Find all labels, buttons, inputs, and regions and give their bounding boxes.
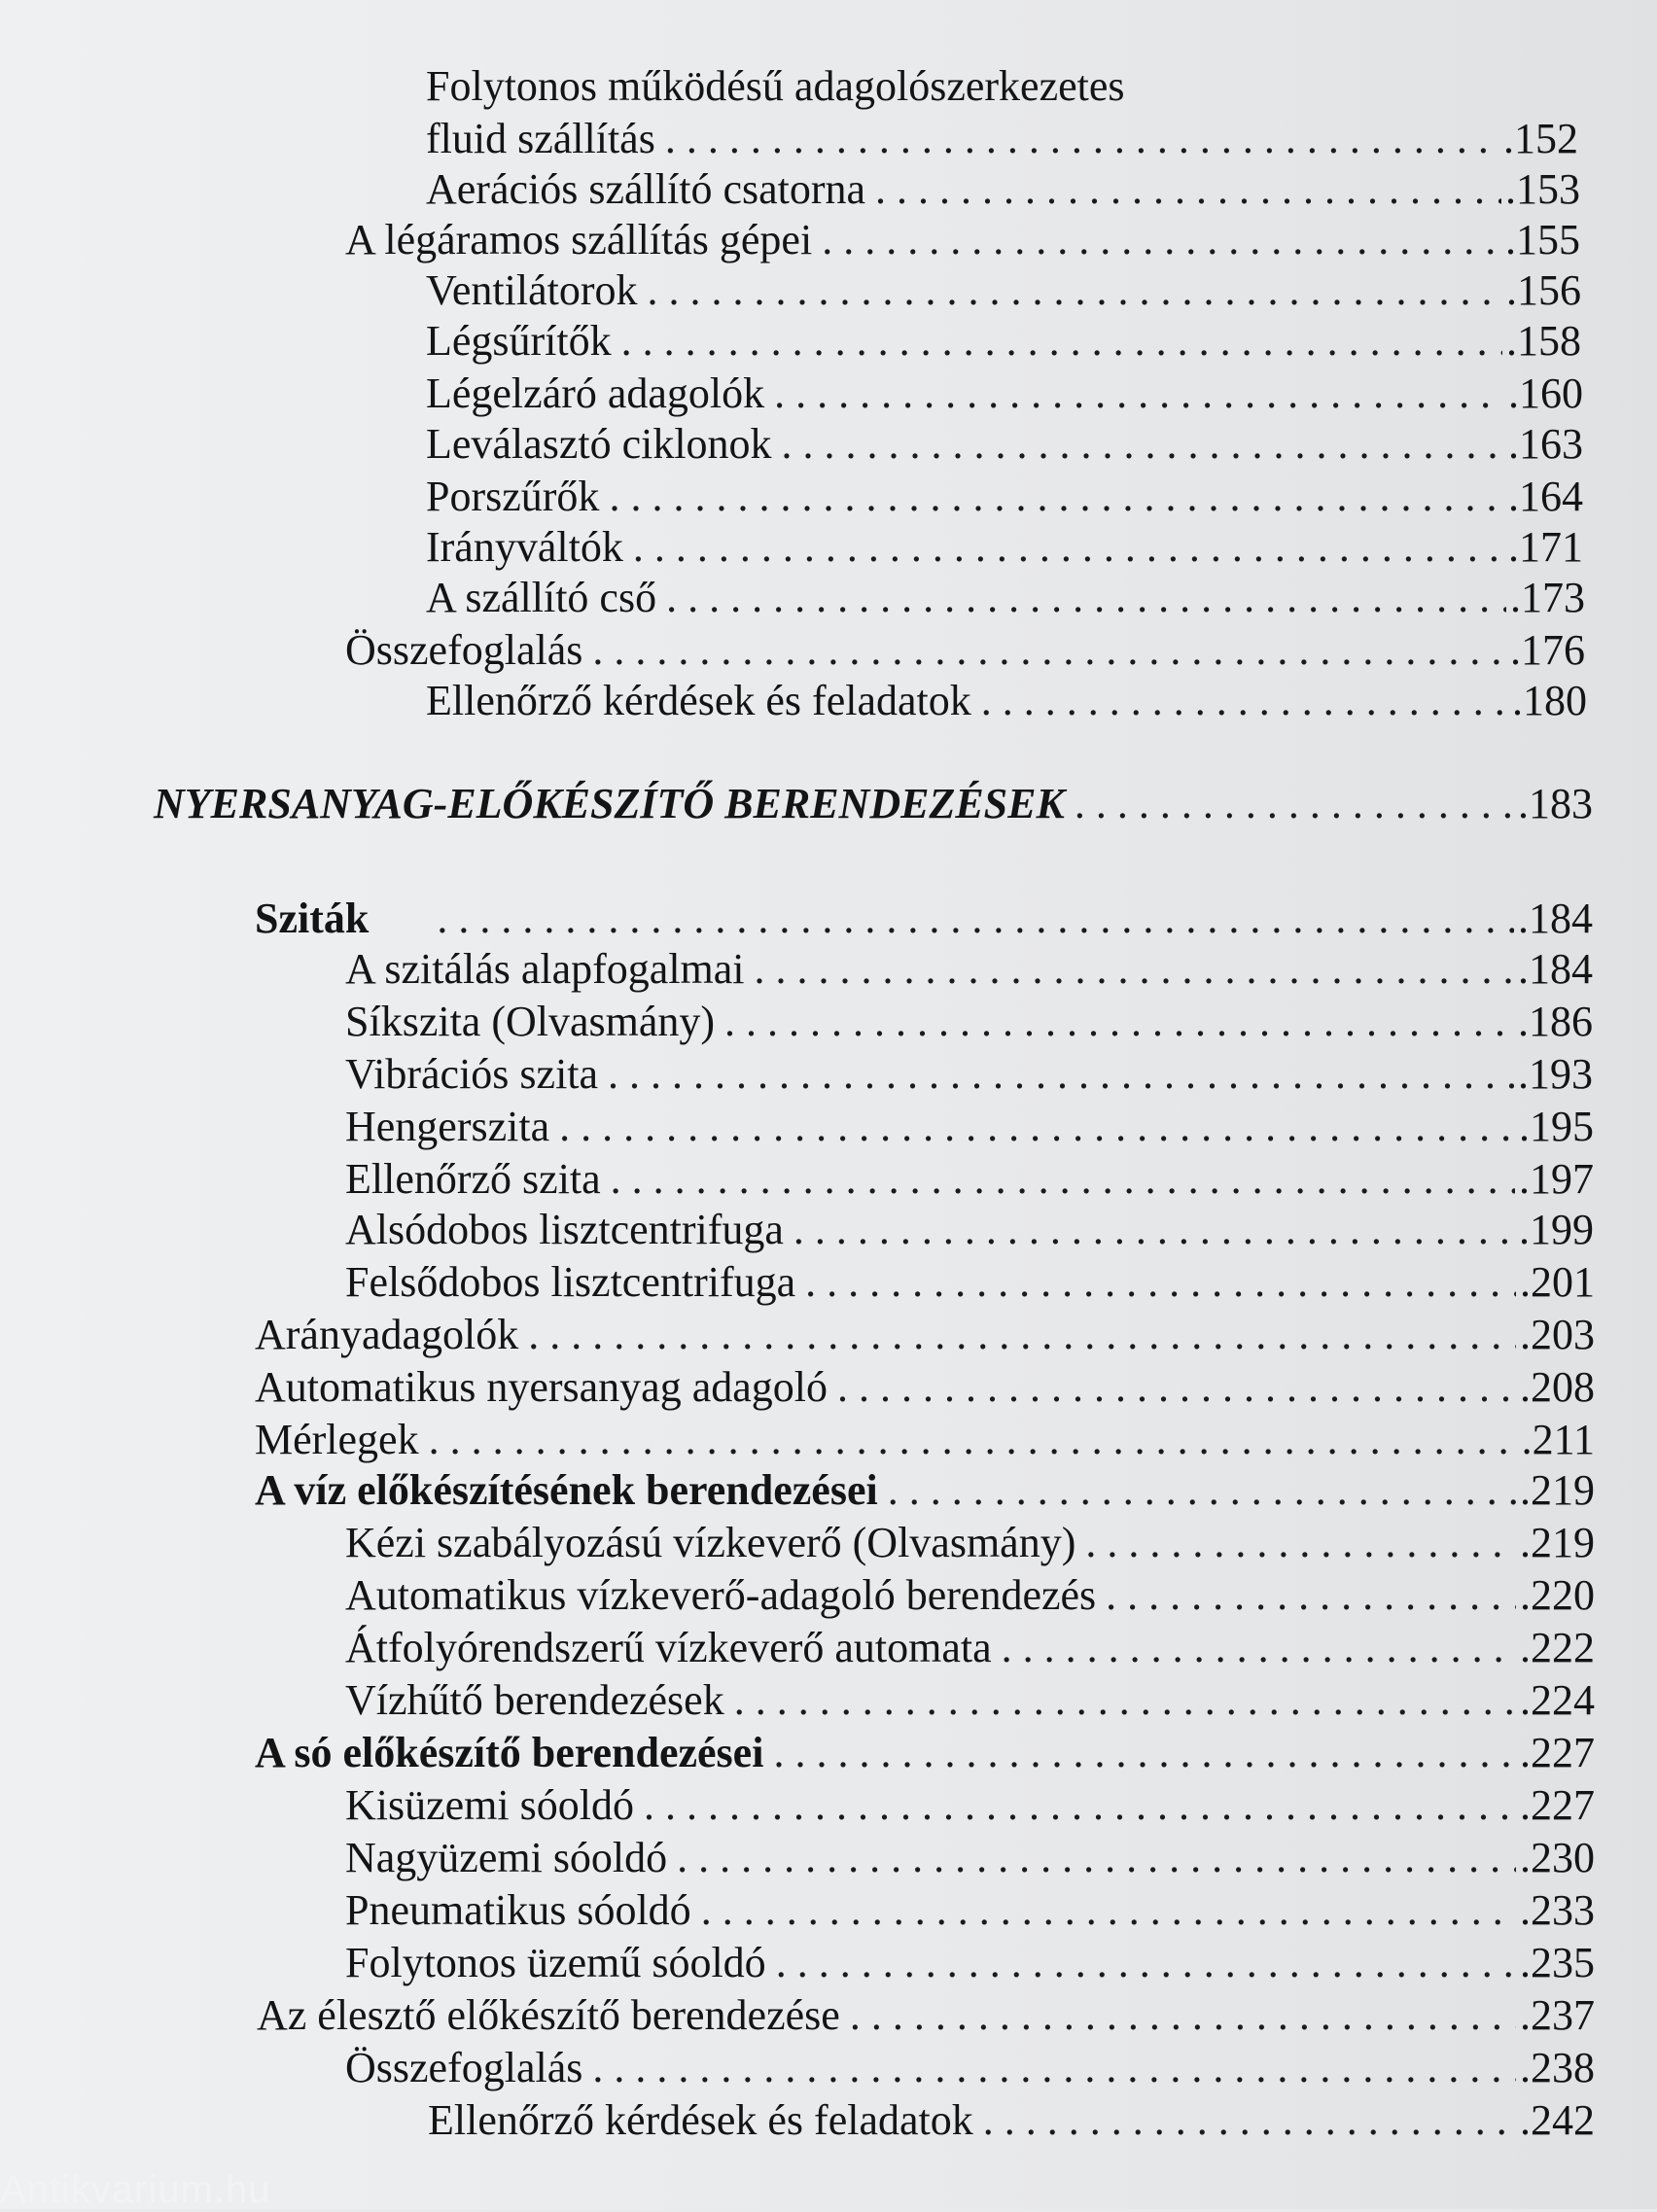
toc-entry-title: Hengerszita xyxy=(345,1103,550,1150)
dot-leader xyxy=(429,1414,1518,1466)
toc-entry-title: Irányváltók xyxy=(426,523,623,571)
toc-page-number: .160 xyxy=(1508,369,1583,417)
dot-leader xyxy=(850,1989,1516,2042)
toc-page-number: .180 xyxy=(1512,677,1587,724)
dot-leader xyxy=(774,368,1504,420)
toc-page-number: .235 xyxy=(1520,1939,1595,1986)
watermark: Antikvarium.hu xyxy=(0,2168,271,2211)
dot-leader xyxy=(734,1674,1516,1727)
toc-entry-title: Ventilátorok xyxy=(426,266,638,314)
toc-page-number: .176 xyxy=(1510,626,1585,674)
dot-leader xyxy=(875,163,1501,216)
toc-page-number: .173 xyxy=(1510,574,1585,621)
toc-entry xyxy=(345,1204,1594,1256)
toc-entry-title: NYERSANYAG-ELŐKÉSZÍTŐ BERENDEZÉSEK xyxy=(154,780,1065,827)
toc-entry xyxy=(426,471,1583,523)
dot-leader xyxy=(888,1464,1516,1517)
toc-entry xyxy=(345,943,1593,996)
toc-entry xyxy=(255,1309,1595,1361)
dot-leader xyxy=(648,264,1502,317)
dot-leader xyxy=(528,1309,1516,1361)
toc-entry xyxy=(426,113,1578,165)
dot-leader xyxy=(724,996,1514,1048)
toc-page-number: .219 xyxy=(1520,1519,1595,1566)
toc-page-number: .219 xyxy=(1520,1466,1595,1514)
dot-leader xyxy=(1106,1569,1516,1622)
toc-page-number: .184 xyxy=(1518,945,1593,993)
toc-entry xyxy=(345,1101,1594,1153)
dot-leader xyxy=(981,675,1508,727)
toc-page-number: .152 xyxy=(1503,115,1578,162)
dot-leader xyxy=(822,214,1501,266)
toc-entry-title: A szállító cső xyxy=(426,574,657,621)
toc-page-number: .193 xyxy=(1518,1050,1593,1098)
toc-page-number: .184 xyxy=(1518,895,1593,942)
toc-entry-title: Kisüzemi sóoldó xyxy=(345,1781,634,1829)
toc-page-number: .203 xyxy=(1520,1311,1595,1358)
toc-entry-title: Alsódobos lisztcentrifuga xyxy=(345,1206,784,1253)
toc-entry-title: A szitálás alapfogalmai xyxy=(345,945,745,993)
toc-page-number: .227 xyxy=(1520,1729,1595,1776)
toc-entry-title: A só előkészítő berendezései xyxy=(255,1729,764,1776)
toc-entry xyxy=(426,163,1580,216)
toc-entry-title: Pneumatikus sóoldó xyxy=(345,1886,691,1934)
toc-entry xyxy=(426,572,1585,624)
dot-leader xyxy=(837,1361,1516,1414)
toc-entry xyxy=(345,1517,1595,1569)
toc-page-number: .208 xyxy=(1520,1363,1595,1411)
toc-entry xyxy=(345,1153,1594,1206)
toc-entry-title: A víz előkészítésének berendezései xyxy=(255,1466,878,1514)
toc-entry xyxy=(345,1832,1595,1884)
toc-entry xyxy=(345,2042,1595,2094)
dot-leader xyxy=(644,1779,1516,1832)
toc-page-number: .199 xyxy=(1519,1206,1594,1253)
toc-page-number: .156 xyxy=(1506,266,1581,314)
toc-section-heading xyxy=(255,893,1593,945)
toc-entry xyxy=(428,2094,1595,2147)
dot-leader xyxy=(437,893,1514,945)
toc-entry-title: Vízhűtő berendezések xyxy=(345,1676,724,1724)
toc-entry-title: Leválasztó ciklonok xyxy=(426,420,772,468)
dot-leader xyxy=(592,2042,1516,2094)
toc-entry xyxy=(345,1937,1595,1989)
toc-entry xyxy=(345,1048,1593,1101)
toc-entry-title: Ellenőrző kérdések és feladatok xyxy=(428,2096,973,2144)
toc-entry-title: Az élesztő előkészítő berendezése xyxy=(257,1991,840,2039)
dot-leader xyxy=(776,1937,1516,1989)
toc-entry xyxy=(345,624,1585,677)
toc-entry-title: Ellenőrző szita xyxy=(345,1155,601,1203)
toc-page-number: .242 xyxy=(1520,2096,1595,2144)
dot-leader xyxy=(665,113,1499,165)
toc-entry xyxy=(345,1674,1595,1727)
toc-section-heading xyxy=(255,1464,1595,1517)
toc-entry-title: Vibrációs szita xyxy=(345,1050,599,1098)
toc-page-number: .237 xyxy=(1520,1991,1595,2039)
toc-entry-title: Összefoglalás xyxy=(345,2044,583,2091)
toc-entry xyxy=(426,675,1587,727)
dot-leader xyxy=(755,943,1514,996)
toc-page-number: .186 xyxy=(1518,998,1593,1045)
toc-section-heading xyxy=(255,1727,1595,1779)
toc-entry xyxy=(255,1361,1595,1414)
dot-leader xyxy=(611,1153,1515,1206)
dot-leader xyxy=(608,1048,1514,1101)
dot-leader xyxy=(633,521,1504,574)
dot-leader xyxy=(609,471,1504,523)
dot-leader xyxy=(793,1204,1515,1256)
toc-entry-title: Sziták xyxy=(255,895,370,942)
dot-leader xyxy=(1002,1622,1516,1674)
toc-page-number: .171 xyxy=(1508,523,1583,571)
toc-entry xyxy=(345,996,1593,1048)
dot-leader xyxy=(559,1101,1515,1153)
toc-entry-title: Arányadagolók xyxy=(255,1311,519,1358)
toc-page-number: .197 xyxy=(1519,1155,1594,1203)
toc-entry xyxy=(426,60,1223,113)
toc-page-number: .195 xyxy=(1519,1103,1594,1150)
dot-leader xyxy=(773,1727,1516,1779)
toc-entry xyxy=(345,1256,1595,1309)
toc-page-number: .153 xyxy=(1505,165,1580,213)
toc-entry-title: Aerációs szállító csatorna xyxy=(426,165,866,213)
toc-entry-title: A légáramos szállítás gépei xyxy=(345,216,813,263)
toc-entry xyxy=(257,1989,1595,2042)
toc-entry-title: Összefoglalás xyxy=(345,626,583,674)
toc-entry xyxy=(345,1569,1595,1622)
toc-entry xyxy=(426,521,1583,574)
toc-entry xyxy=(426,368,1583,420)
toc-page-number: .164 xyxy=(1508,473,1583,520)
toc-entry-title: Automatikus vízkeverő-adagoló berendezés xyxy=(345,1571,1097,1619)
toc-page-number: .222 xyxy=(1520,1624,1595,1671)
toc-entry-title: Folytonos üzemű sóoldó xyxy=(345,1939,766,1986)
dot-leader xyxy=(701,1884,1516,1937)
dot-leader xyxy=(592,624,1506,677)
toc-page-number: .201 xyxy=(1520,1258,1595,1306)
toc-entry xyxy=(255,1414,1595,1466)
toc-entry xyxy=(345,214,1580,266)
dot-leader xyxy=(677,1832,1516,1884)
dot-leader xyxy=(983,2094,1516,2147)
toc-entry-title: fluid szállítás xyxy=(426,115,655,162)
toc-entry-title: Kézi szabályozású vízkeverő (Olvasmány) xyxy=(345,1519,1076,1566)
toc-entry-title: Mérlegek xyxy=(255,1416,419,1463)
dot-leader xyxy=(805,1256,1516,1309)
dot-leader xyxy=(1075,778,1514,830)
toc-page-number: .220 xyxy=(1520,1571,1595,1619)
toc-entry xyxy=(345,1622,1595,1674)
toc-entry-title: Átfolyórendszerű vízkeverő automata xyxy=(345,1624,992,1671)
toc-page-number: .233 xyxy=(1520,1886,1595,1934)
toc-chapter-heading xyxy=(154,778,1593,830)
toc-entry-title: Felsődobos lisztcentrifuga xyxy=(345,1258,796,1306)
toc-entry xyxy=(426,315,1581,368)
toc-entry xyxy=(345,1779,1595,1832)
dot-leader xyxy=(782,418,1504,471)
toc-page-number: .211 xyxy=(1521,1416,1595,1463)
toc-page-number: .230 xyxy=(1520,1834,1595,1881)
toc-entry xyxy=(426,264,1581,317)
dot-leader xyxy=(621,315,1502,368)
toc-entry-title: Légelzáró adagolók xyxy=(426,369,765,417)
toc-page-number: .158 xyxy=(1506,317,1581,365)
toc-page-number: .155 xyxy=(1505,216,1580,263)
toc-entry-title: Ellenőrző kérdések és feladatok xyxy=(426,677,971,724)
toc-entry-title: Folytonos működésű adagolószerkezetes xyxy=(426,62,1125,110)
toc-entry-title: Síkszita (Olvasmány) xyxy=(345,998,716,1045)
toc-page-number: .224 xyxy=(1520,1676,1595,1724)
toc-entry-title: Légsűrítők xyxy=(426,317,612,365)
dot-leader xyxy=(666,572,1506,624)
toc-entry xyxy=(345,1884,1595,1937)
dot-leader xyxy=(1085,1517,1516,1569)
toc-entry xyxy=(426,418,1583,471)
toc-page-number: .238 xyxy=(1520,2044,1595,2091)
toc-page-number: .163 xyxy=(1508,420,1583,468)
toc-page-number: .183 xyxy=(1518,780,1593,827)
toc-entry-title: Porszűrők xyxy=(426,473,600,520)
toc-page-number: .227 xyxy=(1520,1781,1595,1829)
toc-entry-title: Automatikus nyersanyag adagoló xyxy=(255,1363,828,1411)
toc-entry-title: Nagyüzemi sóoldó xyxy=(345,1834,668,1881)
